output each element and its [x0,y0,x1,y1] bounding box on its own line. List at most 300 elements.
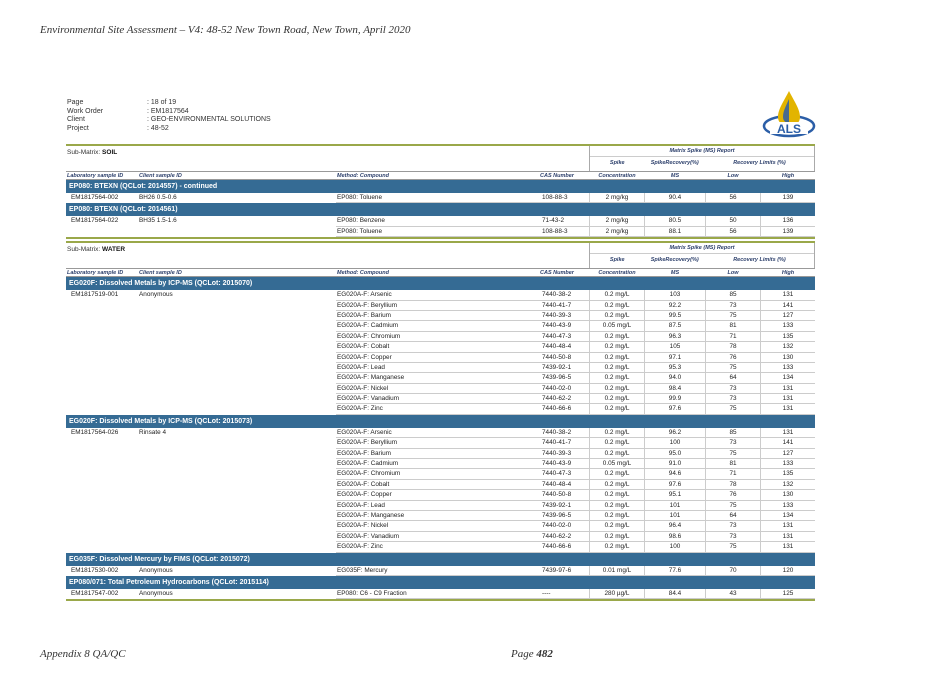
cas-number: 7440-43-9 [539,459,589,469]
ms-recovery: 84.4 [644,589,705,599]
client-sample-id: Anonymous [139,291,173,299]
table-row [66,521,815,531]
lab-sample-id [66,342,138,352]
table-row [66,428,815,438]
client-sample-id [138,384,336,394]
spike-concentration: 0.2 mg/L [589,449,644,459]
submatrix-title [67,149,117,156]
recovery-low: 73 [705,521,760,531]
lab-sample-id [66,480,138,490]
recovery-low: 64 [705,373,760,383]
compound: EG020A-F: Cobalt [336,342,539,352]
spike-concentration: 0.2 mg/L [589,332,644,342]
recovery-high: 132 [760,342,815,352]
meta-key: Client [67,116,85,123]
column-headers [66,268,815,277]
ms-recovery: 97.6 [644,480,705,490]
meta-value: : GEO-ENVIRONMENTAL SOLUTIONS [147,116,271,123]
compound: EG035F: Mercury [336,566,539,576]
recovery-high: 133 [760,459,815,469]
qc-lot-band: EG035F: Dissolved Mercury by FIMS (QCLot: 2015072) [66,553,815,566]
cas-number: ---- [539,589,589,599]
compound: EG020A-F: Cadmium [336,321,539,331]
table-row [66,459,815,469]
client-sample-id [138,521,336,531]
ms-report-title: Matrix Spike (MS) Report [590,243,814,254]
lab-sample-id [66,394,138,404]
client-sample-id [138,469,336,479]
lab-sample-id [66,449,138,459]
spike-concentration: 2 mg/kg [589,227,644,237]
lab-sample-id [66,332,138,342]
spike-recovery-heading: SpikeRecovery(%) [650,160,699,166]
meta-row [67,108,271,117]
compound: EG020A-F: Manganese [336,511,539,521]
recovery-low: 75 [705,363,760,373]
recovery-high: 136 [760,216,815,226]
spike-concentration: 0.2 mg/L [589,521,644,531]
lab-sample-id [66,532,138,542]
client-sample-id: BH26 0.5-0.6 [139,194,177,201]
recovery-limits-heading: Recovery Limits (%) [733,160,786,166]
recovery-low: 73 [705,532,760,542]
recovery-low: 76 [705,353,760,363]
qc-lot-band: EP080/071: Total Petroleum Hydrocarbons (QCLot: 2015114) [66,576,815,589]
lab-sample-id [66,227,138,237]
table-row [66,342,815,352]
compound: EG020A-F: Zinc [336,404,539,414]
document-header: Environmental Site Assessment – V4: 48-52 New Town Road, New Town, April 2020 [40,24,411,36]
meta-value: : 48-52 [147,124,169,132]
lab-sample-id [66,469,138,479]
ms-report-header [589,146,815,171]
cas-number: 7440-50-8 [539,490,589,500]
submatrix-name: SOIL [102,149,118,156]
meta-key: Page [67,99,84,106]
table-row [66,542,815,552]
lab-sample-id: EM1817547-002 [71,589,119,597]
lab-sample-id: EM1817564-002 [71,194,119,201]
spike-concentration: 0.2 mg/L [589,363,644,373]
lab-sample-id [66,384,138,394]
ms-recovery: 98.4 [644,384,705,394]
table-row [66,511,815,521]
recovery-high: 127 [760,449,815,459]
lab-sample-id: EM1817530-002 [71,566,119,574]
spike-heading: Spike [609,257,625,264]
compound: EG020A-F: Arsenic [336,428,539,438]
ms-recovery: 77.6 [644,566,705,576]
client-sample-id: Anonymous [139,566,173,574]
spike-concentration: 0.2 mg/L [589,311,644,321]
column-headers [66,171,815,180]
recovery-low: 64 [705,511,760,521]
table-row [66,480,815,490]
cas-number: 7440-48-4 [539,342,589,352]
compound: EG020A-F: Barium [336,311,539,321]
recovery-high: 133 [760,321,815,331]
recovery-low: 73 [705,438,760,448]
ms-recovery: 90.4 [644,193,705,203]
cas-number: 7440-38-2 [539,290,589,300]
lab-sample-id [66,511,138,521]
recovery-low: 71 [705,332,760,342]
lab-sample-id [66,542,138,552]
recovery-low: 85 [705,290,760,300]
logo-text: ALS [777,122,801,136]
lab-sample-id: EM1817519-001 [71,291,119,299]
recovery-high: 134 [760,373,815,383]
compound: EP080: Toluene [336,193,539,203]
ms-recovery: 97.1 [644,353,705,363]
ms-heading: MS [670,270,680,277]
ms-recovery: 80.5 [644,216,705,226]
ms-recovery: 95.1 [644,490,705,500]
cas-number: 71-43-2 [539,216,589,226]
cas-number: 7440-48-4 [539,480,589,490]
ms-recovery: 95.3 [644,363,705,373]
recovery-low: 73 [705,394,760,404]
spike-concentration: 0.2 mg/L [589,542,644,552]
recovery-low: 81 [705,321,760,331]
cas-number: 7439-92-1 [539,501,589,511]
client-sample-id: Rinsate 4 [139,428,166,436]
method-heading: Method: Compound [337,173,389,179]
recovery-low: 81 [705,459,760,469]
ms-recovery: 88.1 [644,227,705,237]
recovery-low: 73 [705,384,760,394]
client-sample-id [138,490,336,500]
ms-recovery: 101 [644,501,705,511]
recovery-low: 78 [705,342,760,352]
spike-concentration: 0.2 mg/L [589,469,644,479]
table-row [66,373,815,383]
spike-concentration: 0.2 mg/L [589,438,644,448]
footer-page [511,648,553,660]
cas-number: 7440-66-6 [539,542,589,552]
table-row [66,449,815,459]
recovery-low: 75 [705,449,760,459]
recovery-high: 131 [760,521,815,531]
lab-sample-id [66,459,138,469]
table-row [66,321,815,331]
recovery-low: 75 [705,404,760,414]
recovery-low: 78 [705,480,760,490]
submatrix-name: WATER [102,246,126,254]
submatrix-header [66,243,815,268]
compound: EG020A-F: Manganese [336,373,539,383]
client-sample-id [138,480,336,490]
cas-number: 7439-96-5 [539,373,589,383]
client-sample-id [138,438,336,448]
cas-number: 7440-62-2 [539,532,589,542]
footer-appendix: Appendix 8 QA/QC [40,648,126,660]
meta-key: Project [67,124,89,132]
section-end-rule [66,599,815,601]
lab-sample-id [66,353,138,363]
lab-id-heading: Laboratory sample ID [67,173,124,179]
client-sample-id: BH35 1.5-1.6 [139,217,177,225]
table-row [66,532,815,542]
table-row [66,394,815,404]
client-sample-id [138,342,336,352]
cas-number: 7440-50-8 [539,353,589,363]
recovery-high: 120 [760,566,815,576]
ms-recovery: 95.0 [644,449,705,459]
recovery-low: 76 [705,490,760,500]
spike-concentration: 0.2 mg/L [589,384,644,394]
client-id-heading: Client sample ID [139,173,182,179]
spike-concentration: 280 µg/L [589,589,644,599]
client-sample-id [138,501,336,511]
recovery-high: 131 [760,394,815,404]
submatrix-label: Sub-Matrix: [67,149,103,156]
client-sample-id [138,311,336,321]
table-row [66,566,815,576]
qc-lot-band: EP080: BTEXN (QCLot: 2014557) - continued [66,180,815,193]
compound: EG020A-F: Barium [336,449,539,459]
recovery-low: 75 [705,542,760,552]
lab-sample-id [66,363,138,373]
qc-lot-band: EP080: BTEXN (QCLot: 2014561) [66,203,815,216]
lab-sample-id: EM1817564-022 [71,217,119,225]
footer-page-number: 482 [536,648,553,660]
recovery-low: 56 [705,227,760,237]
report-meta [67,99,271,133]
ms-subheader [590,254,814,266]
table-row [66,404,815,414]
lab-sample-id [66,301,138,311]
recovery-high: 130 [760,353,815,363]
cas-number: 7440-47-3 [539,469,589,479]
high-heading: High [781,173,795,179]
recovery-high: 139 [760,193,815,203]
client-sample-id: Anonymous [139,589,173,597]
cas-number: 108-88-3 [539,193,589,203]
meta-row [67,116,271,125]
ms-recovery: 100 [644,438,705,448]
compound: EP080: C6 - C9 Fraction [336,589,539,599]
client-sample-id [138,301,336,311]
spike-concentration: 0.01 mg/L [589,566,644,576]
compound: EP080: Benzene [336,216,539,226]
spike-concentration: 0.2 mg/L [589,532,644,542]
table-row [66,193,815,203]
lab-sample-id [66,501,138,511]
submatrix-title [67,246,125,253]
spike-concentration: 0.2 mg/L [589,490,644,500]
client-sample-id [138,373,336,383]
recovery-low: 73 [705,301,760,311]
table-row [66,301,815,311]
recovery-low: 70 [705,566,760,576]
concentration-heading: Concentration [598,270,636,277]
meta-value: : EM1817564 [147,107,189,115]
spike-concentration: 0.2 mg/L [589,342,644,352]
compound: EG020A-F: Copper [336,490,539,500]
ms-heading: MS [670,173,680,179]
recovery-high: 131 [760,404,815,414]
cas-number: 7440-62-2 [539,394,589,404]
compound: EG020A-F: Lead [336,363,539,373]
spike-concentration: 0.2 mg/L [589,480,644,490]
cas-number: 7440-43-9 [539,321,589,331]
meta-value: : 18 of 19 [147,99,177,106]
recovery-high: 131 [760,532,815,542]
compound: EG020A-F: Zinc [336,542,539,552]
lab-sample-id: EM1817564-026 [71,428,119,436]
client-sample-id [138,353,336,363]
compound: EG020A-F: Chromium [336,332,539,342]
client-sample-id [138,363,336,373]
compound: EG020A-F: Vanadium [336,532,539,542]
client-sample-id [138,321,336,331]
ms-recovery: 91.0 [644,459,705,469]
spike-concentration: 0.2 mg/L [589,373,644,383]
lab-sample-id [66,490,138,500]
cas-number: 7440-66-6 [539,404,589,414]
recovery-high: 127 [760,311,815,321]
table-row [66,332,815,342]
ms-recovery: 96.3 [644,332,705,342]
spike-concentration: 0.2 mg/L [589,501,644,511]
spike-concentration: 0.2 mg/L [589,404,644,414]
ms-recovery: 103 [644,290,705,300]
qc-lot-band: EG020F: Dissolved Metals by ICP-MS (QCLot: 2015070) [66,277,815,290]
recovery-high: 135 [760,332,815,342]
cas-number: 7440-02-0 [539,521,589,531]
spike-concentration: 0.2 mg/L [589,301,644,311]
spike-concentration: 2 mg/kg [589,216,644,226]
client-sample-id [138,394,336,404]
cas-number: 7439-92-1 [539,363,589,373]
cas-number: 7439-96-5 [539,511,589,521]
ms-recovery: 99.9 [644,394,705,404]
recovery-high: 141 [760,301,815,311]
compound: EG020A-F: Vanadium [336,394,539,404]
ms-recovery: 96.4 [644,521,705,531]
client-id-heading: Client sample ID [139,270,182,277]
recovery-low: 75 [705,501,760,511]
low-heading: Low [727,270,739,277]
spike-concentration: 0.05 mg/L [589,321,644,331]
ms-subheader [590,157,814,169]
lab-sample-id [66,373,138,383]
lab-id-heading: Laboratory sample ID [67,270,124,277]
recovery-high: 130 [760,490,815,500]
table-row [66,501,815,511]
compound: EG020A-F: Copper [336,353,539,363]
method-heading: Method: Compound [337,270,389,277]
recovery-high: 131 [760,428,815,438]
lab-sample-id [66,404,138,414]
recovery-high: 131 [760,542,815,552]
lab-sample-id [66,521,138,531]
client-sample-id [138,511,336,521]
client-sample-id [138,449,336,459]
spike-concentration: 2 mg/kg [589,193,644,203]
client-sample-id [138,542,336,552]
recovery-low: 56 [705,193,760,203]
spike-concentration: 0.2 mg/L [589,394,644,404]
table-row [66,290,815,300]
ms-recovery: 92.2 [644,301,705,311]
recovery-high: 133 [760,363,815,373]
submatrix-header [66,146,815,171]
ms-report-header [589,243,815,268]
ms-recovery: 100 [644,542,705,552]
compound: EG020A-F: Nickel [336,384,539,394]
recovery-high: 133 [760,501,815,511]
compound: EG020A-F: Cadmium [336,459,539,469]
ms-recovery: 105 [644,342,705,352]
recovery-high: 134 [760,511,815,521]
ms-recovery: 96.2 [644,428,705,438]
recovery-low: 75 [705,311,760,321]
spike-concentration: 0.2 mg/L [589,511,644,521]
recovery-high: 139 [760,227,815,237]
table-row [66,363,815,373]
concentration-heading: Concentration [598,173,636,179]
meta-row [67,99,271,108]
recovery-low: 85 [705,428,760,438]
spike-recovery-heading: SpikeRecovery(%) [650,257,699,264]
qc-lot-band: EG020F: Dissolved Metals by ICP-MS (QCLot: 2015073) [66,415,815,428]
lab-sample-id [66,438,138,448]
compound: EG020A-F: Beryllium [336,438,539,448]
client-sample-id [138,459,336,469]
ms-recovery: 98.6 [644,532,705,542]
spike-concentration: 0.2 mg/L [589,353,644,363]
als-logo [762,89,816,139]
table-row [66,353,815,363]
spike-concentration: 0.05 mg/L [589,459,644,469]
compound: EG020A-F: Cobalt [336,480,539,490]
table-row [66,469,815,479]
meta-row [67,125,271,134]
client-sample-id [138,332,336,342]
table-row [66,384,815,394]
spike-concentration: 0.2 mg/L [589,290,644,300]
cas-number: 7440-38-2 [539,428,589,438]
client-sample-id [138,532,336,542]
recovery-high: 131 [760,290,815,300]
table-row [66,216,815,226]
recovery-limits-heading: Recovery Limits (%) [733,257,786,264]
meta-key: Work Order [67,107,104,115]
cas-number: 7440-39-3 [539,311,589,321]
cas-number: 7440-41-7 [539,438,589,448]
compound: EG020A-F: Chromium [336,469,539,479]
lab-sample-id [66,321,138,331]
recovery-low: 43 [705,589,760,599]
cas-number: 7440-41-7 [539,301,589,311]
recovery-high: 141 [760,438,815,448]
spike-heading: Spike [609,160,625,166]
table-row [66,227,815,237]
cas-number: 7440-39-3 [539,449,589,459]
compound: EG020A-F: Lead [336,501,539,511]
cas-number: 108-88-3 [539,227,589,237]
compound: EG020A-F: Nickel [336,521,539,531]
recovery-low: 50 [705,216,760,226]
ms-recovery: 101 [644,511,705,521]
ms-recovery: 99.5 [644,311,705,321]
submatrix-label: Sub-Matrix: [67,246,103,254]
cas-number: 7440-47-3 [539,332,589,342]
cas-heading: CAS Number [540,173,574,179]
table-row [66,438,815,448]
